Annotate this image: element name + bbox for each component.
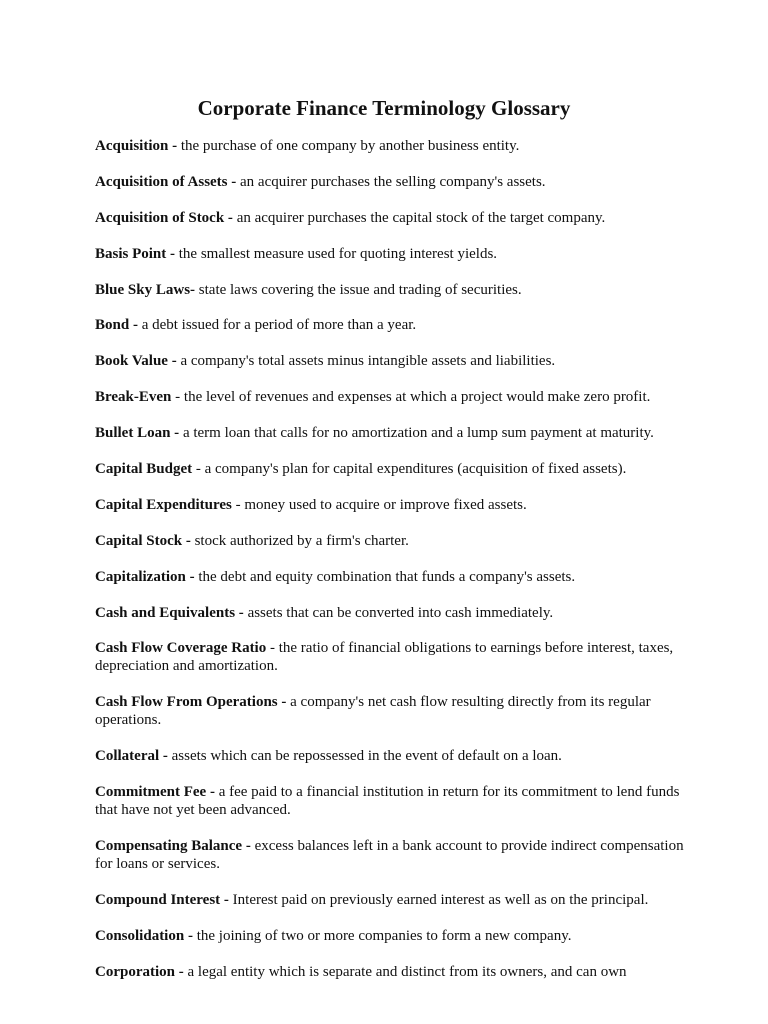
glossary-entry: [95, 604, 685, 622]
glossary-term: Consolidation -: [95, 927, 193, 944]
glossary-term: Bullet Loan -: [95, 425, 180, 442]
glossary-term: Acquisition of Stock -: [95, 209, 233, 226]
glossary-definition: - the level of revenues and expenses at which a project would make zero profit.: [171, 389, 651, 406]
glossary-entry: [95, 352, 685, 370]
glossary-term: Acquisition of Assets -: [95, 173, 237, 190]
glossary-term: Capital Stock -: [95, 532, 191, 549]
glossary-definition: excess balances left in a bank account to provide indirect compensation for loans or services.: [95, 838, 684, 873]
glossary-term: Capital Budget: [95, 461, 193, 478]
glossary-definition: a company's net cash flow resulting directly from its regular operations.: [95, 694, 651, 729]
glossary-entry: [95, 460, 685, 478]
glossary-term: Break-Even: [95, 389, 172, 406]
glossary-entry: [95, 209, 685, 227]
glossary-entry: [95, 963, 685, 981]
glossary-term: Compound Interest -: [95, 891, 229, 908]
glossary-definition: - money used to acquire or improve fixed assets.: [231, 496, 527, 513]
glossary-list: [95, 137, 685, 999]
glossary-entry: [95, 891, 685, 909]
glossary-term: Cash Flow Coverage Ratio: [95, 640, 267, 657]
glossary-term: Blue Sky Laws-: [95, 281, 196, 298]
glossary-entry: [95, 927, 685, 945]
glossary-definition: a debt issued for a period of more than a year.: [137, 317, 417, 334]
glossary-term: Capitalization -: [95, 568, 195, 585]
glossary-term: Corporation -: [95, 963, 184, 980]
glossary-definition: the debt and equity combination that funds a company's assets.: [194, 568, 576, 585]
glossary-definition: the purchase of one company by another business entity.: [177, 138, 520, 154]
glossary-entry: [95, 837, 685, 873]
page-title: Corporate Finance Terminology Glossary: [197, 96, 571, 120]
glossary-definition: a fee paid to a financial institution in return for its commitment to lend funds that have not yet been advanced.: [95, 784, 680, 819]
glossary-definition: Interest paid on previously earned interest as well as on the principal.: [228, 891, 649, 908]
glossary-definition: state laws covering the issue and trading of securities.: [195, 281, 522, 298]
glossary-definition: an acquirer purchases the capital stock of the target company.: [232, 209, 606, 226]
glossary-definition: a term loan that calls for no amortization and a lump sum payment at maturity.: [179, 425, 654, 442]
glossary-term: Cash and Equivalents -: [95, 604, 244, 621]
glossary-entry: [95, 388, 685, 406]
glossary-entry: [95, 281, 685, 299]
glossary-definition: a legal entity which is separate and distinct from its owners, and can own: [183, 963, 627, 980]
glossary-term: Acquisition -: [95, 138, 178, 154]
glossary-entry: [95, 747, 685, 765]
glossary-term: Book Value -: [95, 353, 177, 370]
glossary-entry: [95, 783, 685, 819]
glossary-entry: [95, 424, 685, 442]
glossary-entry: [95, 137, 685, 155]
glossary-entry: [95, 639, 685, 675]
glossary-definition: - a company's plan for capital expenditures (acquisition of fixed assets).: [192, 461, 627, 478]
glossary-entry: [95, 245, 685, 263]
glossary-term: Cash Flow From Operations -: [95, 694, 287, 711]
glossary-entry: [95, 532, 685, 550]
glossary-definition: the joining of two or more companies to form a new company.: [192, 927, 572, 944]
glossary-entry: [95, 496, 685, 514]
glossary-term: Basis Point -: [95, 245, 176, 262]
glossary-entry: [95, 173, 685, 191]
glossary-entry: [95, 316, 685, 334]
glossary-definition: stock authorized by a firm's charter.: [190, 532, 409, 549]
glossary-definition: - the ratio of financial obligations to earnings before interest, taxes, depreciation and amortization.: [95, 640, 674, 675]
glossary-definition: a company's total assets minus intangible assets and liabilities.: [176, 353, 556, 370]
glossary-term: Commitment Fee -: [95, 784, 215, 801]
glossary-definition: an acquirer purchases the selling company's assets.: [236, 173, 546, 190]
glossary-term: Collateral -: [95, 748, 168, 765]
glossary-entry: [95, 693, 685, 729]
glossary-definition: assets that can be converted into cash immediately.: [243, 604, 554, 621]
glossary-term: Bond -: [95, 317, 138, 334]
glossary-definition: the smallest measure used for quoting interest yields.: [175, 245, 498, 262]
glossary-definition: assets which can be repossessed in the event of default on a loan.: [167, 748, 562, 765]
glossary-term: Compensating Balance -: [95, 838, 251, 855]
glossary-entry: [95, 568, 685, 586]
glossary-term: Capital Expenditures: [95, 496, 232, 513]
